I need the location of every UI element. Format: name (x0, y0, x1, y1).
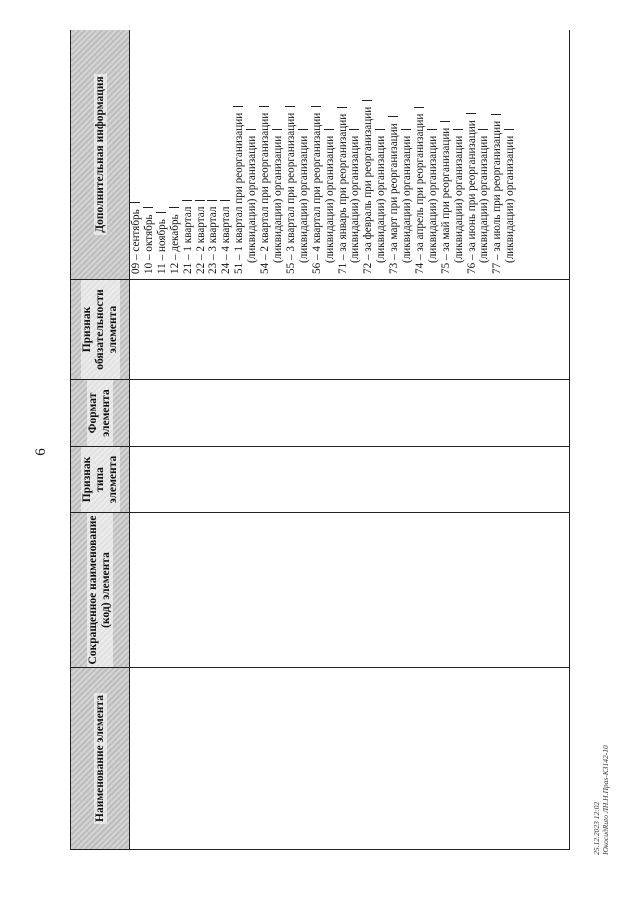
stamp-date: 25.12.2023 12:02 (592, 801, 601, 855)
info-line (388, 30, 401, 279)
info-line (182, 30, 195, 279)
info-line-text: 12 – декабрь (168, 214, 181, 274)
info-line-text: 77 – за июль при реорганизации (491, 120, 504, 274)
info-line (246, 30, 259, 279)
line-marker (130, 201, 140, 203)
cell-element-code (130, 513, 570, 668)
info-line (220, 30, 233, 279)
info-line (233, 30, 246, 279)
line-marker (311, 105, 321, 107)
info-line-text: 55 – 3 квартал при реорганизации (284, 112, 297, 274)
info-line-text: 09 – сентябрь (130, 209, 142, 274)
info-line-text: 74 – за апрель при реорганизации (413, 113, 426, 274)
line-marker (478, 128, 488, 130)
line-marker (285, 105, 295, 107)
line-marker (156, 211, 166, 213)
table-container (70, 30, 570, 850)
info-line-text: (ликвидации) организации (478, 135, 491, 263)
line-marker (440, 120, 450, 122)
cell-element-format (130, 380, 570, 447)
info-line-text: (ликвидации) организации (349, 135, 362, 263)
info-line (414, 30, 427, 279)
line-marker (427, 128, 437, 130)
page-number: 6 (33, 448, 49, 456)
line-marker (388, 115, 398, 117)
element-table (70, 30, 570, 850)
info-line (298, 30, 311, 279)
line-marker (453, 128, 463, 130)
info-line (427, 30, 440, 279)
line-marker (504, 128, 514, 130)
info-line (337, 30, 350, 279)
line-marker (401, 128, 411, 130)
info-line-text: 21 – 1 квартал (181, 206, 194, 274)
info-line (491, 30, 504, 279)
info-line-text: 75 – за май при реорганизации (439, 127, 452, 274)
info-line (130, 30, 143, 279)
info-line-text: 54 – 2 квартал при реорганизации (259, 112, 272, 274)
info-line (453, 30, 466, 279)
info-line (466, 30, 479, 279)
info-line-text: 51 – 1 квартал при реорганизации (233, 112, 246, 274)
info-line-text: (ликвидации) организации (426, 135, 439, 263)
info-line-text: 23 – 3 квартал (207, 206, 220, 274)
line-marker (337, 106, 347, 108)
header-additional-info: Дополнительная информация (71, 30, 130, 280)
info-line (272, 30, 285, 279)
info-line (207, 30, 220, 279)
header-element-name: Наименование элемента (71, 668, 130, 850)
info-line (311, 30, 324, 279)
cell-element-type (130, 447, 570, 513)
info-line (169, 30, 182, 279)
line-marker (375, 128, 385, 130)
header-element-required: Признак обязательности элемента (71, 280, 130, 380)
info-line (375, 30, 388, 279)
info-line-text: 11 – ноябрь (155, 219, 168, 274)
line-marker (207, 199, 217, 201)
info-line-text: 22 – 2 квартал (194, 206, 207, 274)
line-marker (414, 106, 424, 108)
info-line-text: (ликвидации) организации (271, 135, 284, 263)
header-element-format: Формат элемента (71, 380, 130, 447)
info-line-text: (ликвидации) организации (297, 135, 310, 263)
additional-info-list (130, 30, 517, 279)
info-line-text: 76 – за июнь при реорганизации (465, 120, 478, 274)
stamp-id: ЮкосидRuto ЛН.H.Пpas-K3142-10 (601, 745, 610, 855)
info-line (143, 30, 156, 279)
info-line-text: (ликвидации) организации (401, 135, 414, 263)
line-marker (195, 199, 205, 201)
info-line-text: 10 – октябрь (142, 214, 155, 274)
line-marker (246, 128, 256, 130)
line-marker (298, 128, 308, 130)
info-line (504, 30, 517, 279)
info-line-text: (ликвидации) организации (504, 135, 517, 263)
info-line-text: 72 – за февраль при реорганизации (362, 106, 375, 274)
header-element-code: Сокращенное наименование (код) элемента (71, 513, 130, 668)
info-line-text: (ликвидации) организации (375, 135, 388, 263)
line-marker (259, 105, 269, 107)
line-marker (362, 99, 372, 101)
line-marker (466, 112, 476, 114)
line-marker (272, 128, 282, 130)
info-line (478, 30, 491, 279)
info-line (349, 30, 362, 279)
info-line (362, 30, 375, 279)
header-element-type: Признак типа элемента (71, 447, 130, 513)
cell-element-name (130, 668, 570, 850)
cell-element-required (130, 280, 570, 380)
info-line-text: 24 – 4 квартал (220, 206, 233, 274)
info-line (285, 30, 298, 279)
table-header-row (71, 30, 130, 850)
line-marker (220, 199, 230, 201)
info-line-text: (ликвидации) организации (323, 135, 336, 263)
info-line-text: 73 – за март при реорганизации (388, 123, 401, 274)
table-row (130, 30, 570, 850)
info-line-text: 56 – 4 квартал при реорганизации (310, 112, 323, 274)
line-marker (349, 128, 359, 130)
info-line-text: (ликвидации) организации (452, 135, 465, 263)
info-line (324, 30, 337, 279)
info-line (401, 30, 414, 279)
line-marker (143, 206, 153, 208)
info-line (156, 30, 169, 279)
info-line-text: 71 – за январь при реорганизации (336, 113, 349, 274)
line-marker (491, 113, 501, 115)
info-line (195, 30, 208, 279)
line-marker (324, 128, 334, 130)
line-marker (182, 199, 192, 201)
cell-additional-info (130, 30, 570, 280)
info-line (440, 30, 453, 279)
info-line (259, 30, 272, 279)
document-stamp (592, 745, 610, 855)
info-line-text: (ликвидации) организации (246, 135, 259, 263)
line-marker (169, 206, 179, 208)
line-marker (233, 105, 243, 107)
